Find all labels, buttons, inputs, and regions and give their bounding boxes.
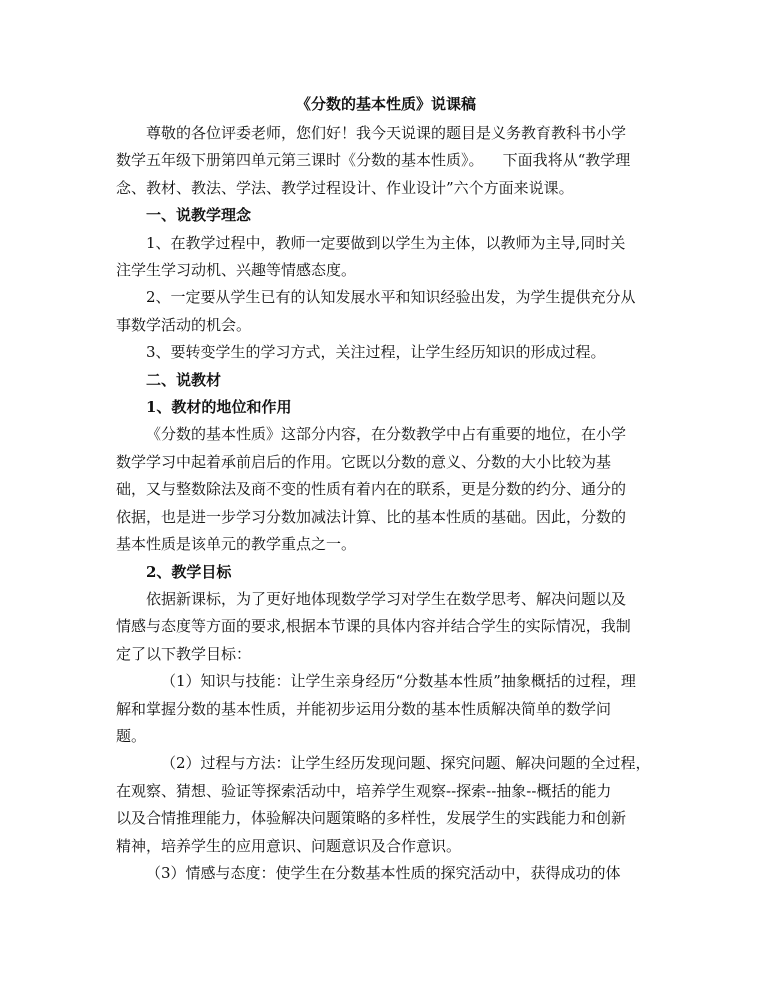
philosophy-item-1-line-2: 注学生学习动机、兴趣等情感态度。 xyxy=(116,261,357,280)
goal-1-line-1: （1）知识与技能：让学生亲身经历“分数基本性质”抽象概括的过程，理 xyxy=(161,672,636,691)
goals-para-line-1: 依据新课标，为了更好地体现数学学习对学生在数学思考、解决问题以及 xyxy=(146,589,627,608)
section-heading-textbook: 二、说教材 xyxy=(146,370,222,389)
goal-2-line-2: 在观察、猜想、验证等探索活动中，培养学生观察--探索--抽象--概括的能力 xyxy=(116,781,612,800)
goal-1-line-3: 题。 xyxy=(116,726,147,745)
goals-para-line-2: 情感与态度等方面的要求,根据本节课的具体内容并结合学生的实际情况，我制 xyxy=(116,617,631,636)
position-para-line-2: 数学学习中起着承前启后的作用。它既以分数的意义、分数的大小比较为基 xyxy=(116,452,612,471)
position-para-line-4: 依据，也是进一步学习分数加减法计算、比的基本性质的基础。因此，分数的 xyxy=(116,507,627,526)
section-heading-teaching-philosophy: 一、说教学理念 xyxy=(146,206,252,225)
goal-2-line-4: 精神，培养学生的应用意识、问题意识及合作意识。 xyxy=(116,836,462,855)
position-para-line-1: 《分数的基本性质》这部分内容，在分数教学中占有重要的地位，在小学 xyxy=(146,425,627,444)
philosophy-item-2-line-1: 2、一定要从学生已有的认知发展水平和知识经验出发，为学生提供充分从 xyxy=(146,288,636,307)
document-body xyxy=(116,92,656,887)
philosophy-item-2-line-2: 事数学活动的机会。 xyxy=(116,315,252,334)
position-para-line-3: 础，又与整数除法及商不变的性质有着内在的联系，更是分数的约分、通分的 xyxy=(116,480,627,499)
goal-3-line-1: （3）情感与态度：使学生在分数基本性质的探究活动中，获得成功的体 xyxy=(146,863,621,882)
goal-2-line-1: （2）过程与方法：让学生经历发现问题、探究问题、解决问题的全过程， xyxy=(161,754,651,773)
goal-2-line-3: 以及合情推理能力，体验解决问题策略的多样性，发展学生的实践能力和创新 xyxy=(116,809,627,828)
goals-para-line-3: 定了以下教学目标： xyxy=(116,644,252,663)
intro-line-1: 尊敬的各位评委老师，您们好！我今天说课的题目是义务教育教科书小学 xyxy=(146,124,627,142)
intro-line-2: 数学五年级下册第四单元第三课时《分数的基本性质》。 下面我将从“教学理 xyxy=(116,151,631,170)
intro-line-3: 念、教材、教法、学法、教学过程设计、作业设计”六个方面来说课。 xyxy=(116,178,574,197)
philosophy-item-3: 3、要转变学生的学习方式，关注过程，让学生经历知识的形成过程。 xyxy=(146,343,606,362)
position-para-line-5: 基本性质是该单元的教学重点之一。 xyxy=(116,535,357,554)
subsection-heading-teaching-goals: 2、教学目标 xyxy=(146,562,232,581)
goal-1-line-2: 解和掌握分数的基本性质，并能初步运用分数的基本性质解决简单的数学问 xyxy=(116,699,612,718)
subsection-heading-position-role: 1、教材的地位和作用 xyxy=(146,398,292,417)
document-title: 《分数的基本性质》说课稿 xyxy=(295,95,476,113)
philosophy-item-1-line-1: 1、在教学过程中，教师一定要做到以学生为主体，以教师为主导,同时关 xyxy=(146,233,626,252)
